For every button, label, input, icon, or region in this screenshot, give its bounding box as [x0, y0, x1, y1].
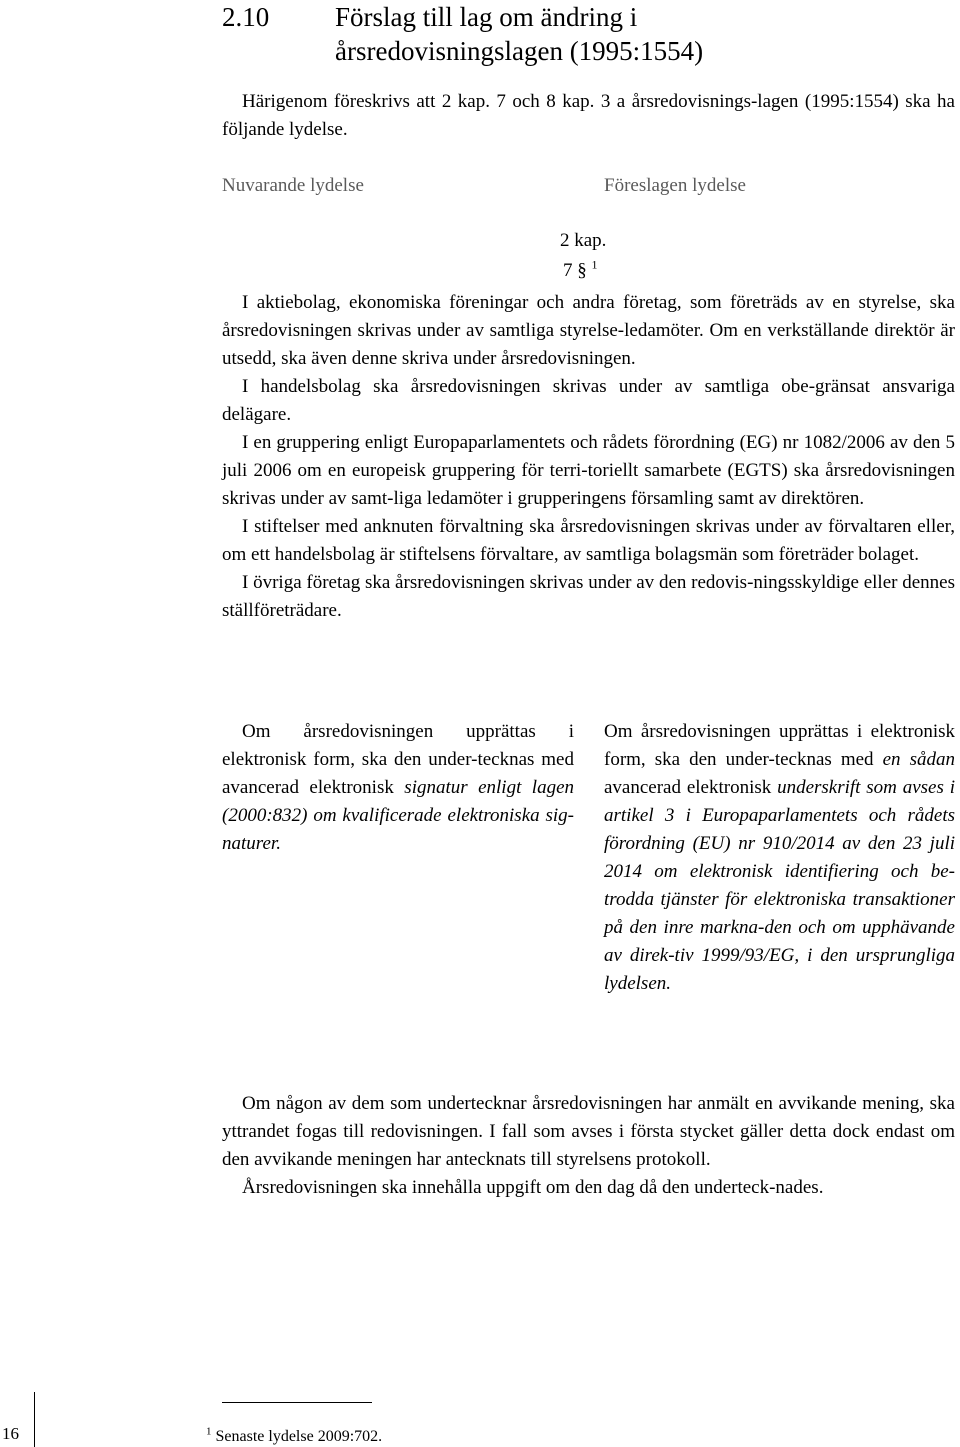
section-title-line2: årsredovisningslagen (1995:1554)	[335, 36, 704, 66]
section-number: 2.10	[222, 2, 270, 32]
column-header-current: Nuvarande lydelse	[222, 175, 364, 196]
right-italic-text-2: underskrift som avses i artikel 3 i Europaparlamentets och rådets förordning (EU) nr 910/2014 av den 23 juli 2014 om elektronisk identifiering och be-trodda tjänster för elektroniska transaktioner på den inre markna-den och om upphävande av direk-tiv 1999/93/EG, i den ursprungliga lydelsen.	[604, 777, 955, 994]
margin-line	[34, 1392, 35, 1447]
chapter-heading: 2 kap.	[560, 230, 607, 251]
body-paragraph: I aktiebolag, ekonomiska föreningar och andra företag, som företräds av en styrelse, ska årsredovisningen skrivas under av samtliga styrelse-ledamöter. Om en verkställande direktör är utsedd, ska även denne skriva under årsredovisningen.	[222, 292, 955, 369]
left-column-paragraph	[222, 718, 574, 858]
body-paragraph: I stiftelser med anknuten förvaltning ska årsredovisningen skrivas under av förvaltaren eller, om ett handelsbolag är stiftelsens förvaltare, av samtliga bolagsmän som företräder bolaget.	[222, 516, 955, 565]
left-column	[222, 718, 574, 858]
intro-text	[222, 88, 955, 144]
body-paragraph: I en gruppering enligt Europaparlamentets och rådets förordning (EG) nr 1082/2006 av den 5 juli 2006 om en europeisk gruppering för terri-toriellt samarbete (EGTS) ska årsredovisningen skrivas under av samt-liga ledamöter i grupperingens församling samt av direktören.	[222, 432, 955, 509]
body-paragraph: I handelsbolag ska årsredovisningen skrivas under av samtliga obe-gränsat ansvariga delägare.	[222, 376, 955, 425]
footnote	[206, 1425, 383, 1446]
paragraph-number: 7 §	[563, 260, 587, 281]
body-paragraph: Om någon av dem som undertecknar årsredovisningen har anmält en avvikande mening, ska yttrandet fogas till redovisningen. I fall som avses i första stycket gäller detta dock endast om den avvikande meningen har antecknats till styrelsens protokoll.	[222, 1093, 955, 1170]
section-title-line1: Förslag till lag om ändring i	[335, 2, 638, 32]
right-normal-text-2: avancerad elektronisk	[604, 777, 772, 798]
right-column-paragraph	[604, 718, 955, 998]
right-normal-text-1: Om årsredovisningen upprättas i elektronisk form, ska den under-tecknas med	[604, 721, 955, 770]
footnote-rule	[222, 1402, 372, 1403]
right-italic-text-1: en sådan	[882, 749, 956, 770]
left-italic-text: signatur enligt lagen (2000:832) om kvalificerade elektroniska sig-naturer.	[222, 777, 574, 854]
page-number: 16	[2, 1424, 19, 1443]
column-header-proposed: Föreslagen lydelse	[604, 175, 746, 196]
footnote-ref: 1	[591, 257, 598, 272]
paragraph-label	[563, 257, 598, 282]
body-paragraph: I övriga företag ska årsredovisningen skrivas under av den redovis-ningsskyldige eller dennes ställföreträdare.	[222, 572, 955, 621]
body-after	[222, 1090, 955, 1202]
right-column	[604, 718, 955, 998]
left-normal-text: Om årsredovisningen upprättas i elektronisk form, ska den under-tecknas med avancerad elektronisk	[222, 721, 574, 798]
body-paragraph: Årsredovisningen ska innehålla uppgift om den dag då den underteck-nades.	[242, 1177, 824, 1198]
footnote-number: 1	[206, 1425, 212, 1438]
body-before	[222, 289, 955, 625]
intro-paragraph: Härigenom föreskrivs att 2 kap. 7 och 8 kap. 3 a årsredovisnings-lagen (1995:1554) ska ha följande lydelse.	[222, 91, 955, 140]
footnote-text: Senaste lydelse 2009:702.	[215, 1428, 383, 1445]
